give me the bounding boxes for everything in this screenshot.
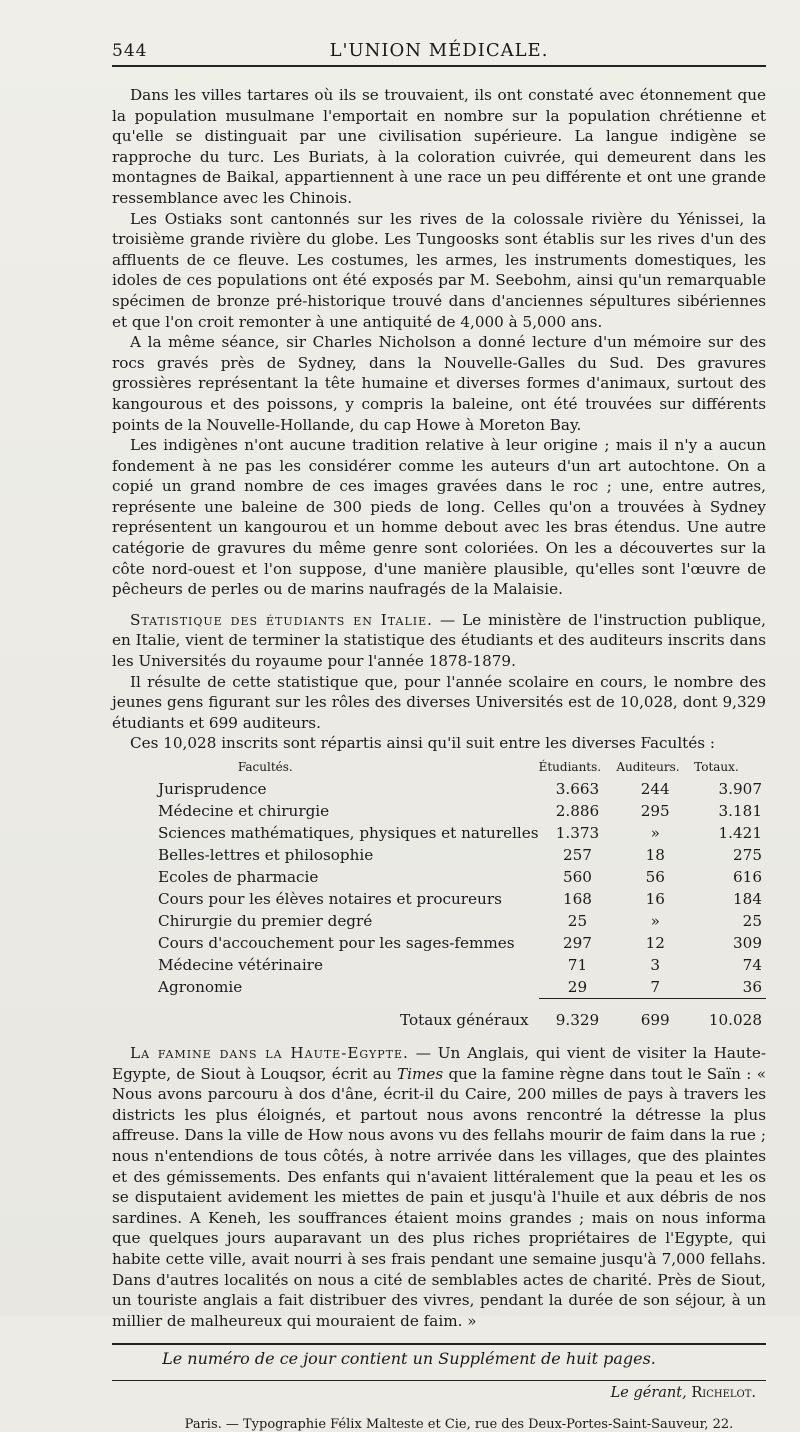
totaux-value: 616: [733, 868, 762, 886]
faculty-name: Cours d'accouchement pour les sages-femmes: [158, 934, 515, 952]
auditeurs-value: »: [650, 912, 660, 930]
header-auditeurs: Auditeurs.: [616, 760, 680, 774]
auditeurs-value: 244: [640, 780, 670, 798]
totaux-value: 3.907: [718, 780, 762, 798]
header-etudiants: Étudiants.: [538, 760, 602, 774]
etudiants-value: 560: [562, 868, 592, 886]
paragraph: Les indigènes n'ont aucune tradition relative à leur origine ; mais il n'y a aucun fondement à ne pas les considérer comme les auteurs d'un art autochtone. On a copié un grand nombre de ces images gravées dans le roc ; une, entre autres, représente une baleine de 300 pieds de long. Celles qu'on a trouvées à Sydney représentent un kangourou et un homme debout avec les bras étendus. Une autre catégorie de gravures du même genre sont coloriées. On les a découvertes sur la côte nord-ouest et l'on suppose, d'une manière plausible, qu'elles sont l'œuvre de pêcheurs de perles ou de marins naufragés de la Malaisie.: [112, 436, 766, 599]
total-etudiants: 9.329: [539, 999, 617, 1032]
table-row: [112, 844, 766, 866]
header-facultes: Facultés.: [237, 760, 293, 774]
table-row: [112, 888, 766, 910]
totaux-value: 275: [733, 846, 762, 864]
statistique-paragraph: [112, 610, 766, 672]
paragraph: Les Ostiaks sont cantonnés sur les rives de la colossale rivière du Yénissei, la troisième grande rivière du globe. Les Tungoosks sont établis sur les rives d'un des affluents de ce fleuve. Les costumes, les armes, les instruments domestiques, les idoles de ces populations ont été exposés par M. Seebohm, ainsi qu'un remarquable spécimen de bronze pré-historique trouvé dans d'anciennes sépultures sibériennes et que l'on croit remonter à une antiquité de 4,000 à 5,000 ans.: [112, 209, 766, 331]
etudiants-value: 168: [562, 890, 592, 908]
etudiants-value: 3.663: [555, 780, 600, 798]
auditeurs-value: 56: [645, 868, 665, 886]
journal-title: L'UNION MÉDICALE.: [329, 40, 549, 61]
faculty-name: Agronomie: [158, 978, 243, 997]
totaux-value: 309: [733, 934, 762, 952]
faculty-name: Ecoles de pharmacie: [158, 868, 319, 886]
table-row: [112, 866, 766, 888]
auditeurs-value: 295: [640, 802, 670, 820]
faculty-name: Cours pour les élèves notaires et procureurs: [158, 890, 502, 908]
etudiants-value: 2.886: [555, 802, 600, 820]
faculty-name: Sciences mathématiques, physiques et naturelles: [158, 824, 539, 842]
etudiants-value: 297: [562, 934, 592, 952]
auditeurs-value: 16: [645, 890, 665, 908]
faculty-name: Belles-lettres et philosophie: [158, 846, 374, 864]
etudiants-value: 29: [567, 978, 588, 996]
auditeurs-value: 7: [650, 978, 661, 996]
totaux-value: 74: [742, 956, 762, 974]
table-header-row: [112, 756, 766, 778]
famine-heading: La famine dans la Haute-Egypte.: [130, 1044, 409, 1062]
auditeurs-value: 3: [650, 956, 661, 974]
total-totaux: 10.028: [694, 999, 766, 1032]
gerant-label: Le gérant,: [610, 1385, 692, 1402]
etudiants-value: 257: [562, 846, 592, 864]
table-row: [112, 976, 766, 999]
totaux-value: 1.421: [718, 824, 762, 842]
page-header: [112, 40, 766, 67]
table-row: [112, 778, 766, 800]
etudiants-value: 25: [567, 912, 588, 930]
paragraph: Ces 10,028 inscrits sont répartis ainsi qu'il suit entre les diverses Facultés :: [130, 734, 716, 753]
supplement-notice: Le numéro de ce jour contient un Supplément de huit pages.: [112, 1343, 766, 1368]
table-body: [112, 778, 766, 1031]
table-total-row: [112, 999, 766, 1032]
faculty-name: Chirurgie du premier degré: [158, 912, 373, 930]
times-title: Times: [396, 1064, 444, 1083]
totaux-value: 25: [742, 912, 762, 930]
auditeurs-value: 18: [645, 846, 665, 864]
table-row: [112, 932, 766, 954]
article-body: [112, 85, 766, 1331]
totaux-value: 3.181: [718, 802, 762, 820]
auditeurs-value: 12: [645, 934, 665, 952]
faculties-table: [112, 756, 766, 1031]
totaux-value: 36: [742, 978, 762, 996]
paragraph: Il résulte de cette statistique que, pour l'année scolaire en cours, le nombre des jeunes gens figurant sur les rôles des diverses Universités est de 10,028, dont 9,329 étudiants et 699 auditeurs.: [112, 672, 766, 732]
table-row: [112, 954, 766, 976]
paragraph: Dans les villes tartares où ils se trouvaient, ils ont constaté avec étonnement que la population musulmane l'emportait en nombre sur la population chrétienne et qu'elle se distinguait par une civilisation supérieure. La langue indigène se rapproche du turc. Les Buriats, à la coloration cuivrée, qui demeurent dans les montagnes de Baikal, appartiennent à une race un peu différente et ont une grande ressemblance avec les Chinois.: [112, 86, 766, 207]
auditeurs-value: »: [650, 824, 660, 842]
total-label: Totaux généraux: [400, 1010, 529, 1029]
paragraph: A la même séance, sir Charles Nicholson a donné lecture d'un mémoire sur des rocs gravés près de Sydney, dans la Nouvelle-Galles du Sud. Des gravures grossières représentant la tête humaine et diverses formes d'animaux, surtout des kangourous et des poissons, y compris la baleine, ont été trouvées sur différents points de la Nouvelle-Hollande, du cap Howe à Moreton Bay.: [112, 333, 766, 434]
etudiants-value: 71: [567, 956, 588, 974]
totaux-value: 184: [733, 890, 762, 908]
total-auditeurs: 699: [616, 999, 694, 1032]
famine-text-a: — Un Anglais, qui vient de visiter la Haute-Egypte, de Siout à Louqsor, écrit au: [112, 1044, 766, 1083]
gerant-signature: [112, 1380, 766, 1401]
gerant-name: Richelot.: [691, 1385, 756, 1402]
faculty-name: Médecine vétérinaire: [158, 956, 323, 974]
page-number: 544: [112, 41, 148, 61]
statistique-heading: Statistique des étudiants en Italie.: [130, 610, 433, 629]
faculty-name: Jurisprudence: [158, 780, 267, 798]
printer-footer: Paris. — Typographie Félix Malteste et Cie, rue des Deux-Portes-Saint-Sauveur, 22.: [184, 1417, 734, 1432]
table-row: [112, 800, 766, 822]
famine-paragraph: [112, 1043, 766, 1331]
statistique-text: — Le ministère de l'instruction publique, en Italie, vient de terminer la statistique des étudiants et des auditeurs inscrits dans les Universités du royaume pour l'année 1878-1879.: [112, 610, 766, 671]
etudiants-value: 1.373: [555, 824, 600, 842]
table-row: [112, 822, 766, 844]
famine-text-b: que la famine règne dans tout le Saïn : « Nous avons parcouru à dos d'âne, écrit-il du Caire, 200 milles de pays à travers les districts les plus éloignés, et partout nous avons rencontré la détresse la plus affreuse. Dans la ville de How nous avons vu des fellahs mourir de faim dans la rue ; nous n'entendions de tous côtés, à notre arrivée dans les villages, que des plaintes et des gémissements. Des enfants qui n'avaient littéralement que la peau et les os se disputaient avidement les miettes de pain et jusqu'à l'huile et aux débris de nos sardines. A Keneh, les souffrances étaient moins grandes ; mais on nous informa que quelques jours auparavant un des plus riches propriétaires de l'Egypte, qui habite cette ville, avait nourri à ses frais pendant une semaine jusqu'à 7,000 fellahs. Dans d'autres localités on nous a cité de semblables actes de charité. Près de Siout, un touriste anglais a fait distribuer des vivres, pendant la durée de son séjour, à un millier de malheureux qui mouraient de faim. »: [112, 1064, 766, 1330]
table-row: [112, 910, 766, 932]
header-totaux: Totaux.: [694, 760, 739, 774]
faculty-name: Médecine et chirurgie: [158, 802, 330, 820]
